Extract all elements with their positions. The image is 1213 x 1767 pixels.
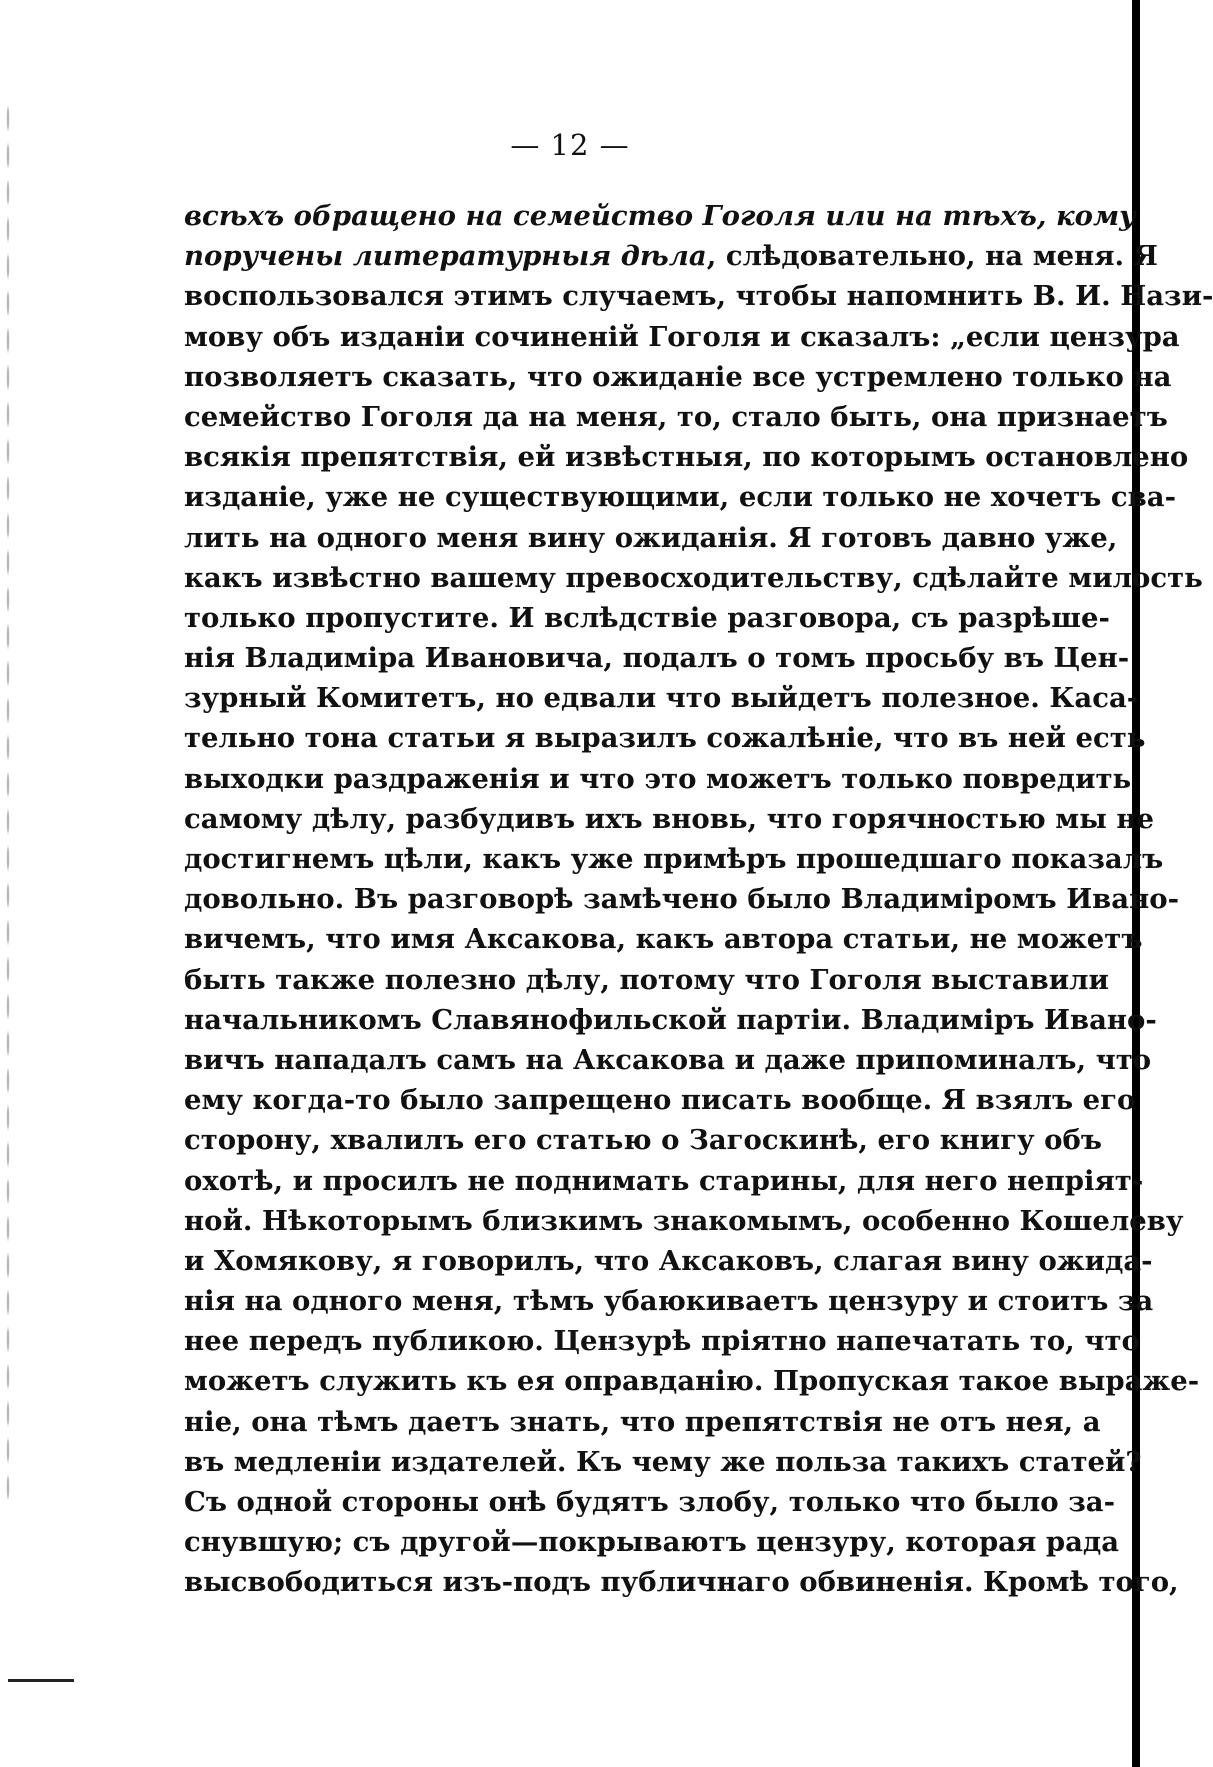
text-line	[184, 718, 1146, 758]
text-line	[184, 196, 1136, 236]
text-segment: нія Владиміра Ивановича, подалъ о томъ просьбу въ Цен-	[184, 642, 1130, 675]
text-line	[184, 317, 1180, 357]
text-segment: тельно тона статьи я выразилъ сожалѣніе, что въ ней есть	[184, 722, 1146, 755]
page-number: — 12 —	[510, 128, 630, 162]
text-segment: начальникомъ Славянофильской партіи. Владиміръ Ивано-	[184, 1003, 1157, 1036]
text-line	[184, 1482, 1115, 1522]
text-line	[184, 1000, 1157, 1040]
text-segment: нія на одного меня, тѣмъ убаюкиваетъ цензуру и стоитъ за	[184, 1285, 1154, 1318]
italic-text-segment: всѣхъ обращено на семейство Гоголя или на тѣхъ, кому	[184, 200, 1136, 232]
text-line	[184, 357, 1172, 397]
text-segment: въ медленіи издателей. Къ чему же польза такихъ статей?	[184, 1445, 1142, 1478]
text-segment: довольно. Въ разговорѣ замѣчено было Владиміромъ Ивано-	[184, 883, 1179, 916]
text-line	[184, 477, 1177, 517]
text-segment: сторону, хвалилъ его статью о Загоскинѣ, его книгу объ	[184, 1124, 1102, 1157]
text-line	[184, 759, 1132, 799]
text-line	[184, 960, 1109, 1000]
text-segment: вичемъ, что имя Аксакова, какъ автора статьи, не можетъ	[184, 923, 1143, 956]
text-line	[184, 558, 1203, 598]
text-line	[184, 879, 1179, 919]
text-segment: Съ одной стороны онѣ будятъ злобу, только что было за-	[184, 1486, 1115, 1518]
text-line	[184, 1402, 1101, 1442]
text-segment: можетъ служить къ ея оправданію. Пропуская такое выраже-	[184, 1365, 1200, 1398]
text-line	[184, 276, 1213, 316]
text-line	[184, 1281, 1154, 1321]
text-segment: ему когда-то было запрещено писать вообще. Я взялъ его	[184, 1084, 1136, 1117]
text-line	[184, 236, 1158, 276]
text-segment: воспользовался этимъ случаемъ, чтобы напомнить В. И. Нази-	[184, 280, 1213, 313]
scan-specks-left	[6, 100, 10, 1500]
text-line	[184, 678, 1139, 718]
text-segment: нее передъ публикою. Цензурѣ пріятно напечатать то, что	[184, 1325, 1140, 1358]
text-segment: ніе, она тѣмъ даетъ знать, что препятствія не отъ нея, а	[184, 1405, 1101, 1438]
text-line	[184, 1040, 1152, 1080]
text-segment: охотѣ, и просилъ не поднимать старины, для него непріят-	[184, 1164, 1144, 1197]
text-line	[184, 1161, 1144, 1201]
text-line	[184, 1562, 1179, 1602]
text-segment: достигнемъ цѣли, какъ уже примѣръ прошедшаго показалъ	[184, 843, 1164, 875]
text-segment: и Хомякову, я говорилъ, что Аксаковъ, слагая вину ожида-	[184, 1244, 1153, 1277]
text-line	[184, 518, 1118, 558]
text-segment: позволяетъ сказать, что ожиданіе все устремлено только на	[184, 360, 1172, 393]
text-line	[184, 638, 1130, 678]
text-segment: снувшую; съ другой—покрываютъ цензуру, которая рада	[184, 1526, 1120, 1559]
text-line	[184, 919, 1143, 959]
text-segment: всякія препятствія, ей извѣстныя, по которымъ остановлено	[184, 441, 1189, 474]
text-line	[184, 839, 1164, 879]
text-line	[184, 1321, 1140, 1361]
text-line	[184, 1442, 1142, 1482]
text-line	[184, 437, 1189, 477]
italic-text-segment: поручены литературныя дѣла	[184, 240, 707, 273]
text-line	[184, 1201, 1184, 1241]
text-segment: высвободиться изъ-подъ публичнаго обвиненія. Кромѣ того,	[184, 1566, 1179, 1599]
text-segment: лить на одного меня вину ожиданія. Я готовъ давно уже,	[184, 521, 1118, 554]
text-segment: мову объ изданіи сочиненій Гоголя и сказалъ: „если цензура	[184, 320, 1180, 353]
text-segment: выходки раздраженія и что это можетъ только повредить	[184, 762, 1132, 795]
text-segment: самому дѣлу, разбудивъ ихъ вновь, что горячностью мы не	[184, 802, 1154, 835]
text-line	[184, 598, 1110, 638]
text-segment: семейство Гоголя да на меня, то, стало быть, она признаетъ	[184, 400, 1168, 433]
text-segment: , слѣдовательно, на меня. Я	[706, 240, 1158, 273]
scan-mark-bottom-left	[8, 1679, 74, 1682]
text-line	[184, 1120, 1102, 1160]
text-segment: вичъ нападалъ самъ на Аксакова и даже припоминалъ, что	[184, 1043, 1152, 1076]
body-text	[184, 196, 1213, 1603]
text-segment: быть также полезно дѣлу, потому что Гоголя выставили	[184, 963, 1109, 996]
text-segment: только пропустите. И вслѣдствіе разговора, съ разрѣше-	[184, 601, 1110, 634]
text-segment: ной. Нѣкоторымъ близкимъ знакомымъ, особенно Кошелеву	[184, 1204, 1184, 1237]
text-line	[184, 1361, 1200, 1401]
text-segment: какъ извѣстно вашему превосходительству, сдѣлайте милость	[184, 561, 1203, 594]
text-line	[184, 1522, 1120, 1562]
text-segment: изданіе, уже не существующими, если только не хочетъ сва-	[184, 481, 1177, 514]
text-line	[184, 1241, 1153, 1281]
text-segment: зурный Комитетъ, но едвали что выйдетъ полезное. Каса-	[184, 682, 1139, 715]
text-line	[184, 1080, 1136, 1120]
text-line	[184, 799, 1154, 839]
text-line	[184, 397, 1168, 437]
